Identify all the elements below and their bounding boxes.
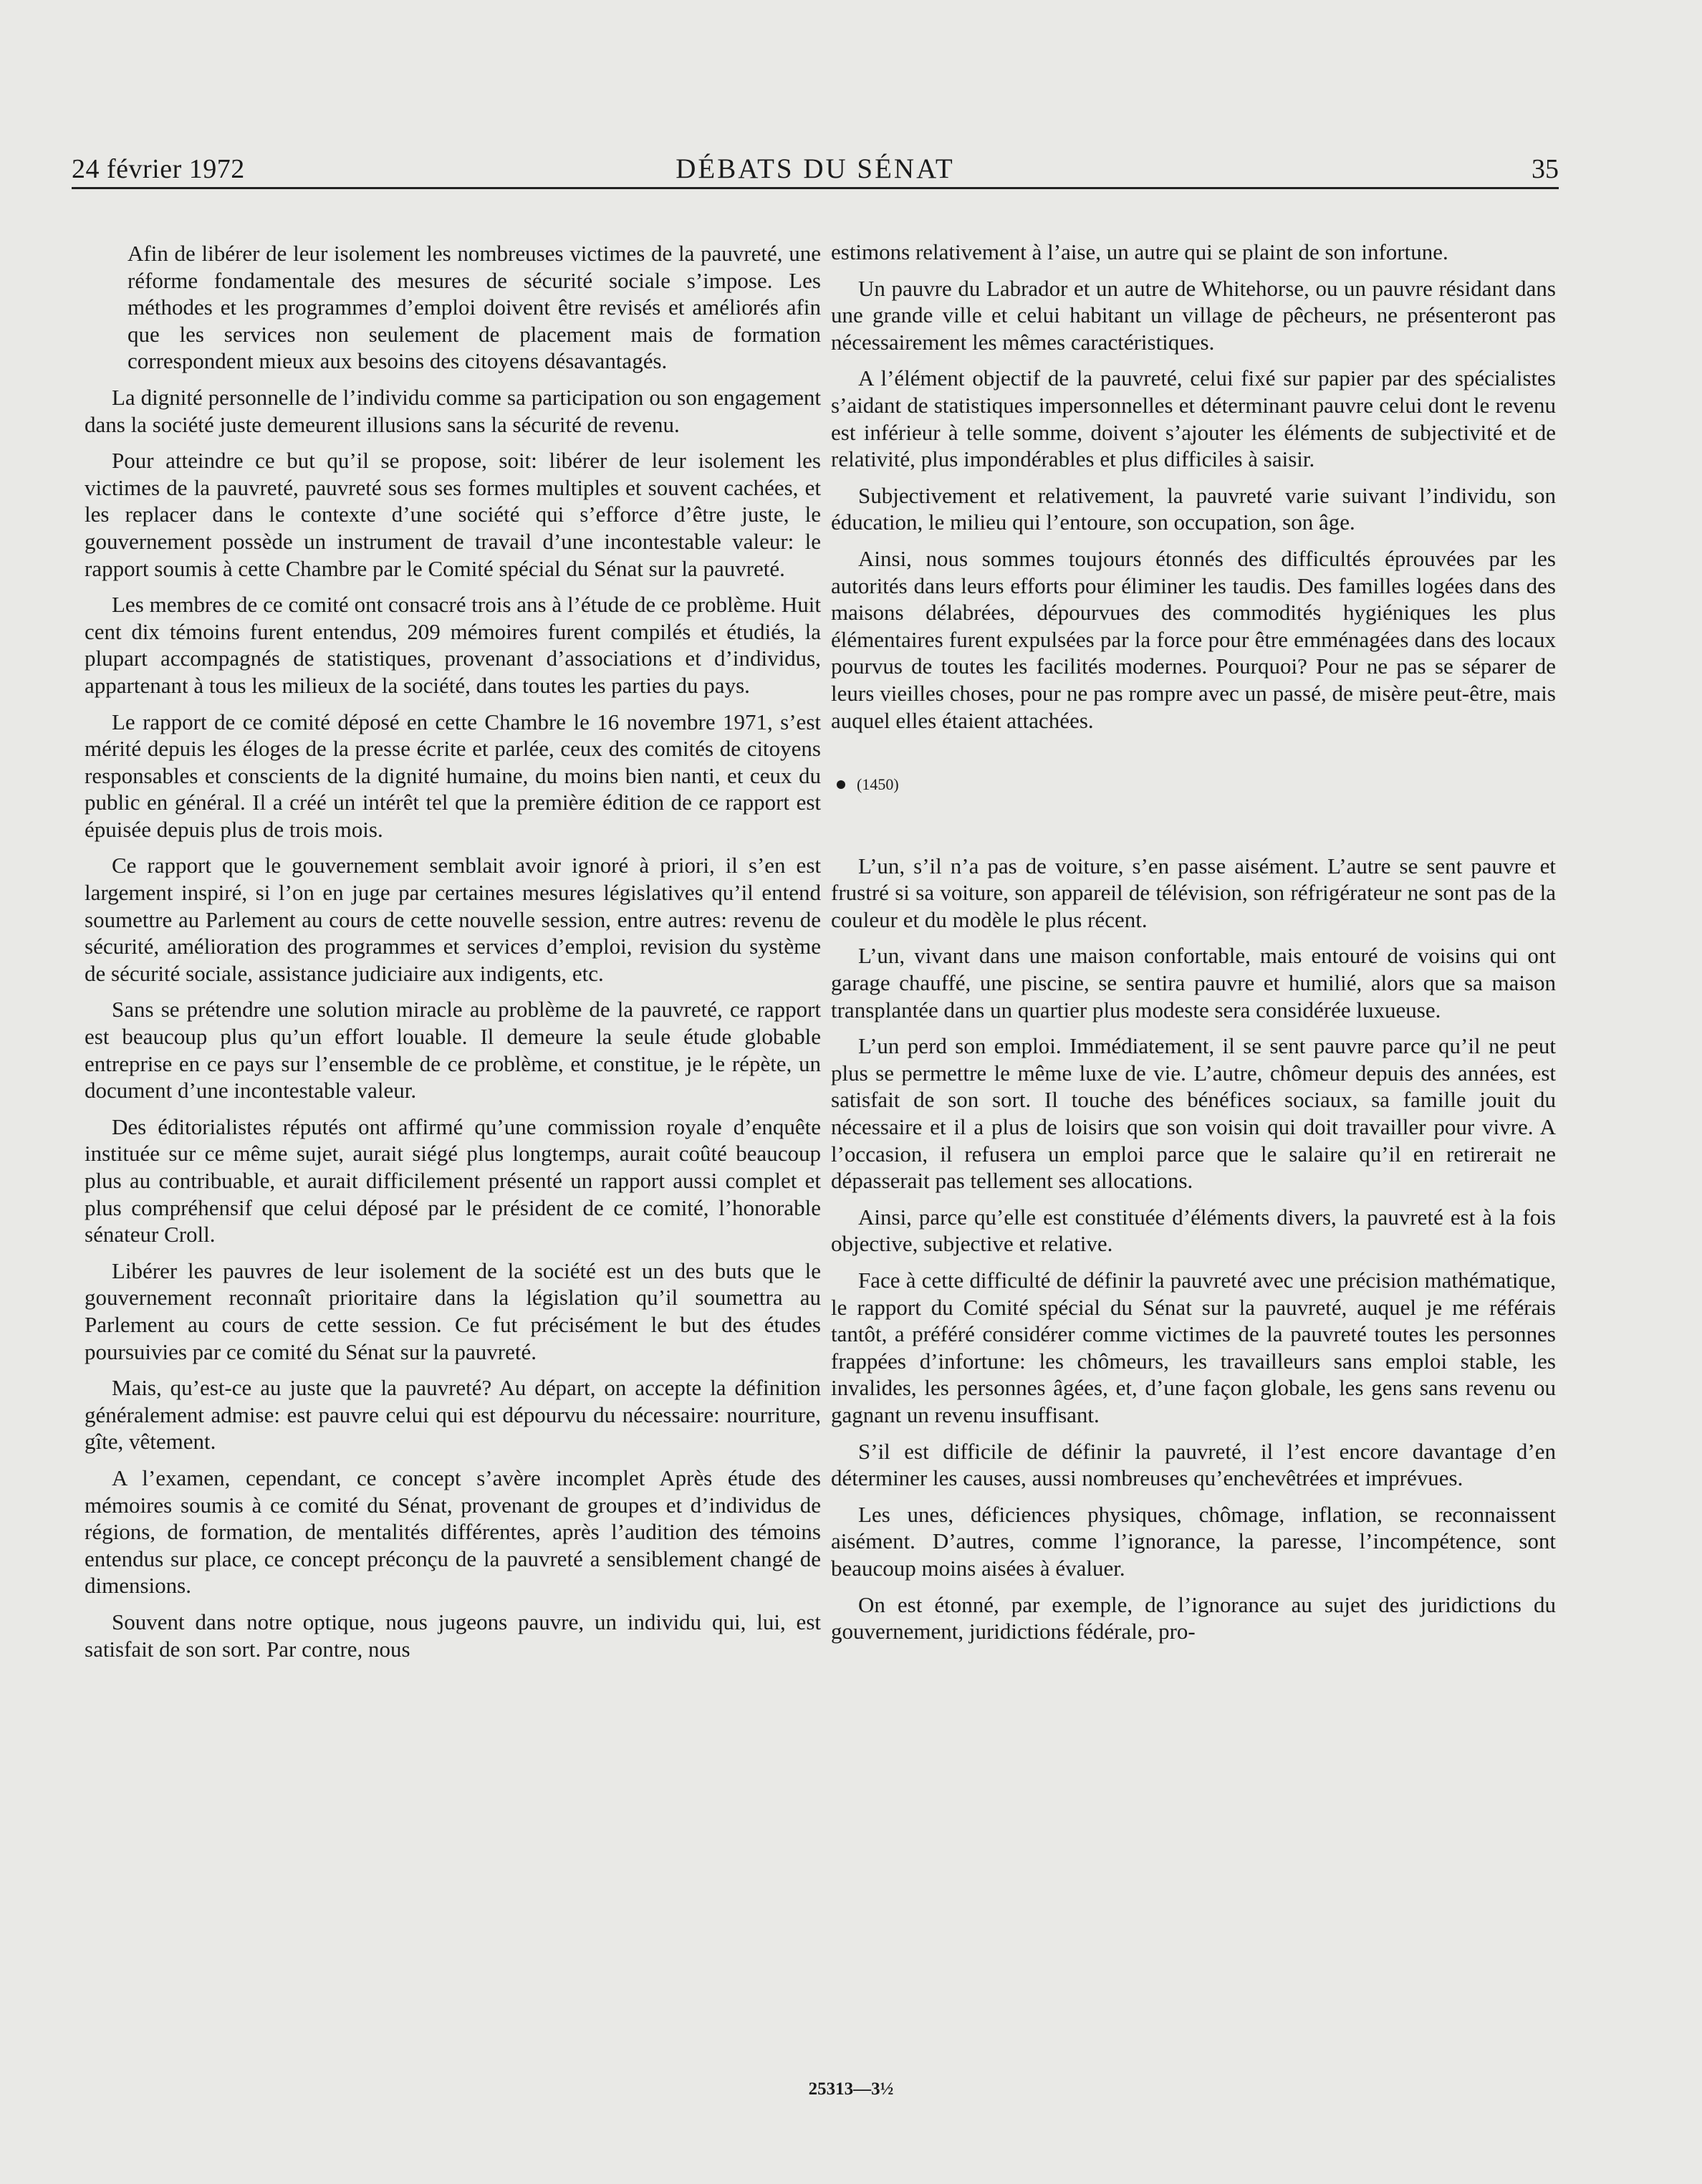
paragraph: Pour atteindre ce but qu’il se propose, soit: libérer de leur isolement les victimes de la pauvreté, pauvreté sous ses formes multiples et souvent cachées, et les replacer dans le contexte d’une société qui s’efforce d’être juste, le gouvernement possède un instrument de travail d’une incontestable valeur: le rapport soumis à cette Chambre par le Comité spécial du Sénat sur la pauvreté. <box>85 448 821 581</box>
right-column <box>831 239 1556 1654</box>
paragraph: On est étonné, par exemple, de l’ignorance au sujet des juridictions du gouvernement, juridictions fédérale, pro- <box>831 1591 1556 1644</box>
page-header <box>72 148 1559 189</box>
paragraph: Ainsi, nous sommes toujours étonnés des difficultés éprouvées par les autorités dans leurs efforts pour éliminer les taudis. Des familles logées dans des maisons délabrées, dépourvues des commodités hygiéniques les plus élémentaires furent expulsées par la force pour être emménagées dans des locaux pourvus de toutes les facilités modernes. Pourquoi? Pour ne pas se séparer de leurs vieilles choses, pour ne pas rompre avec un passé, de misère peut-être, mais auquel elles étaient attachées. <box>831 545 1556 733</box>
paragraph: Les membres de ce comité ont consacré trois ans à l’étude de ce problème. Huit cent dix témoins furent entendus, 209 mémoires furent compilés et étudiés, la plupart accompagnés de statistiques, provenant d’associations et d’individus, appartenant à tous les milieux de la société, dans toutes les parties du pays. <box>85 592 821 698</box>
paragraph: Souvent dans notre optique, nous jugeons pauvre, un individu qui, lui, est satisfait de son sort. Par contre, nous <box>85 1609 821 1662</box>
paragraph: estimons relativement à l’aise, un autre qui se plaint de son infortune. <box>831 239 1448 264</box>
paragraph: Mais, qu’est-ce au juste que la pauvreté? Au départ, on accepte la définition généralement admise: est pauvre celui qui est dépourvu du nécessaire: nourriture, gîte, vêtement. <box>85 1375 821 1455</box>
paragraph: Subjectivement et relativement, la pauvreté varie suivant l’individu, son éducation, le milieu qui l’entoure, son occupation, son âge. <box>831 482 1556 535</box>
header-date: 24 février 1972 <box>72 154 245 184</box>
left-column <box>85 240 821 1672</box>
paragraph: A l’élément objectif de la pauvreté, celui fixé sur papier par des spécialistes s’aidant de statistiques impersonnelles et déterminant pauvre celui dont le revenu est inférieur à telle somme, doivent s’ajouter les éléments de subjectivité et de relativité, plus impondérables et plus difficiles à saisir. <box>831 365 1556 472</box>
paragraph: A l’examen, cependant, ce concept s’avère incomplet Après étude des mémoires soumis à ce comité du Sénat, provenant de groupes et d’individus de régions, de formation, de mentalités différentes, après l’audition des témoins entendus sur place, ce concept préconçu de la pauvreté a sensiblement changé de dimensions. <box>85 1465 821 1599</box>
paragraph: Le rapport de ce comité déposé en cette Chambre le 16 novembre 1971, s’est mérité depuis les éloges de la presse écrite et parlée, ceux des comités de citoyens responsables et conscients de la dignité humaine, du moins bien nanti, et ceux du public en général. Il a créé un intérêt tel que la première édition de ce rapport est épuisée depuis plus de trois mois. <box>85 709 821 842</box>
header-page-number: 35 <box>1532 154 1559 184</box>
time-marker <box>837 771 1556 798</box>
paragraph: L’un, vivant dans une maison confortable, mais entouré de voisins qui ont garage chauffé, une piscine, se sentira pauvre et humilié, alors que sa maison transplantée dans un quartier plus modeste sera considérée luxueuse. <box>831 943 1556 1022</box>
paragraph: Libérer les pauvres de leur isolement de la société est un des buts que le gouvernement reconnaît prioritaire dans la législation qu’il soumettra au Parlement au cours de cette session. Ce fut précisément le but des études poursuivies par ce comité du Sénat sur la pauvreté. <box>85 1258 821 1364</box>
paragraph: Les unes, déficiences physiques, chômage, inflation, se reconnaissent aisément. D’autres, comme l’ignorance, la paresse, l’incompétence, sont beaucoup moins aisées à évaluer. <box>831 1501 1556 1581</box>
header-title: DÉBATS DU SÉNAT <box>675 153 955 184</box>
page-footer: 25313—3½ <box>808 2079 894 2099</box>
paragraph: Afin de libérer de leur isolement les nombreuses victimes de la pauvreté, une réforme fondamentale des mesures de sécurité sociale s’impose. Les méthodes et les programmes d’emploi doivent être revisés et améliorés afin que les services non seulement de placement mais de formation correspondent mieux aux besoins des citoyens désavantagés. <box>128 241 821 374</box>
paragraph: L’un, s’il n’a pas de voiture, s’en passe aisément. L’autre se sent pauvre et frustré si sa voiture, son appareil de télévision, son réfrigérateur ne sont pas de la couleur et du modèle le plus récent. <box>831 853 1556 932</box>
paragraph: Ainsi, parce qu’elle est constituée d’éléments divers, la pauvreté est à la fois objective, subjective et relative. <box>831 1204 1556 1257</box>
header-rule <box>72 187 1559 189</box>
paragraph: Face à cette difficulté de définir la pauvreté avec une précision mathématique, le rapport du Comité spécial du Sénat sur la pauvreté, auquel je me référais tantôt, a préféré considérer comme victimes de la pauvreté toutes les personnes frappées d’infortune: les chômeurs, les travailleurs sans emploi stable, les invalides, les personnes âgées, et, d’une façon globale, les gens sans revenu ou gagnant un revenu insuffisant. <box>831 1268 1556 1427</box>
paragraph: Des éditorialistes réputés ont affirmé qu’une commission royale d’enquête instituée sur ce même sujet, aurait siégé plus longtemps, aurait coûté beaucoup plus au contribuable, et aurait difficilement présenté un rapport aussi complet et plus compréhensif que celui déposé par le président de ce comité, l’honorable sénateur Croll. <box>85 1113 821 1247</box>
paragraph: La dignité personnelle de l’individu comme sa participation ou son engagement dans la société juste demeurent illusions sans la sécurité de revenu. <box>85 384 821 437</box>
paragraph: Ce rapport que le gouvernement semblait avoir ignoré à priori, il s’en est largement inspiré, si l’on en juge par certaines mesures législatives qu’il entend soumettre au Parlement au cours de cette nouvelle session, entre autres: revenu de sécurité, amélioration des programmes et services d’emploi, revision du système de sécurité sociale, assistance judiciaire aux indigents, etc. <box>85 853 821 986</box>
paragraph: Un pauvre du Labrador et un autre de Whitehorse, ou un pauvre résidant dans une grande ville et celui habitant un village de pêcheurs, ne présenteront pas nécessairement les mêmes caractéristiques. <box>831 275 1556 355</box>
paragraph: L’un perd son emploi. Immédiatement, il se sent pauvre parce qu’il ne peut plus se permettre le même luxe de vie. L’autre, chômeur depuis des années, est satisfait de son sort. Il touche des bénéfices sociaux, sa famille jouit du nécessaire et il a plus de loisirs que son voisin qui doit travailler pour vivre. A l’occasion, il refusera un emploi parce que le salaire qu’il en retirerait ne dépasserait pas tellement ses allocations. <box>831 1033 1556 1194</box>
time-marker-label: (1450) <box>857 775 899 794</box>
bullet-icon <box>837 780 845 789</box>
paragraph: S’il est difficile de définir la pauvreté, il l’est encore davantage d’en déterminer les causes, aussi nombreuses qu’enchevêtrées et imprévues. <box>831 1438 1556 1491</box>
paragraph: Sans se prétendre une solution miracle au problème de la pauvreté, ce rapport est beaucoup plus qu’un effort louable. Il demeure la seule étude globable entreprise en ce pays sur l’ensemble de ce problème, et constitue, je le répète, un document d’une incontestable valeur. <box>85 997 821 1103</box>
